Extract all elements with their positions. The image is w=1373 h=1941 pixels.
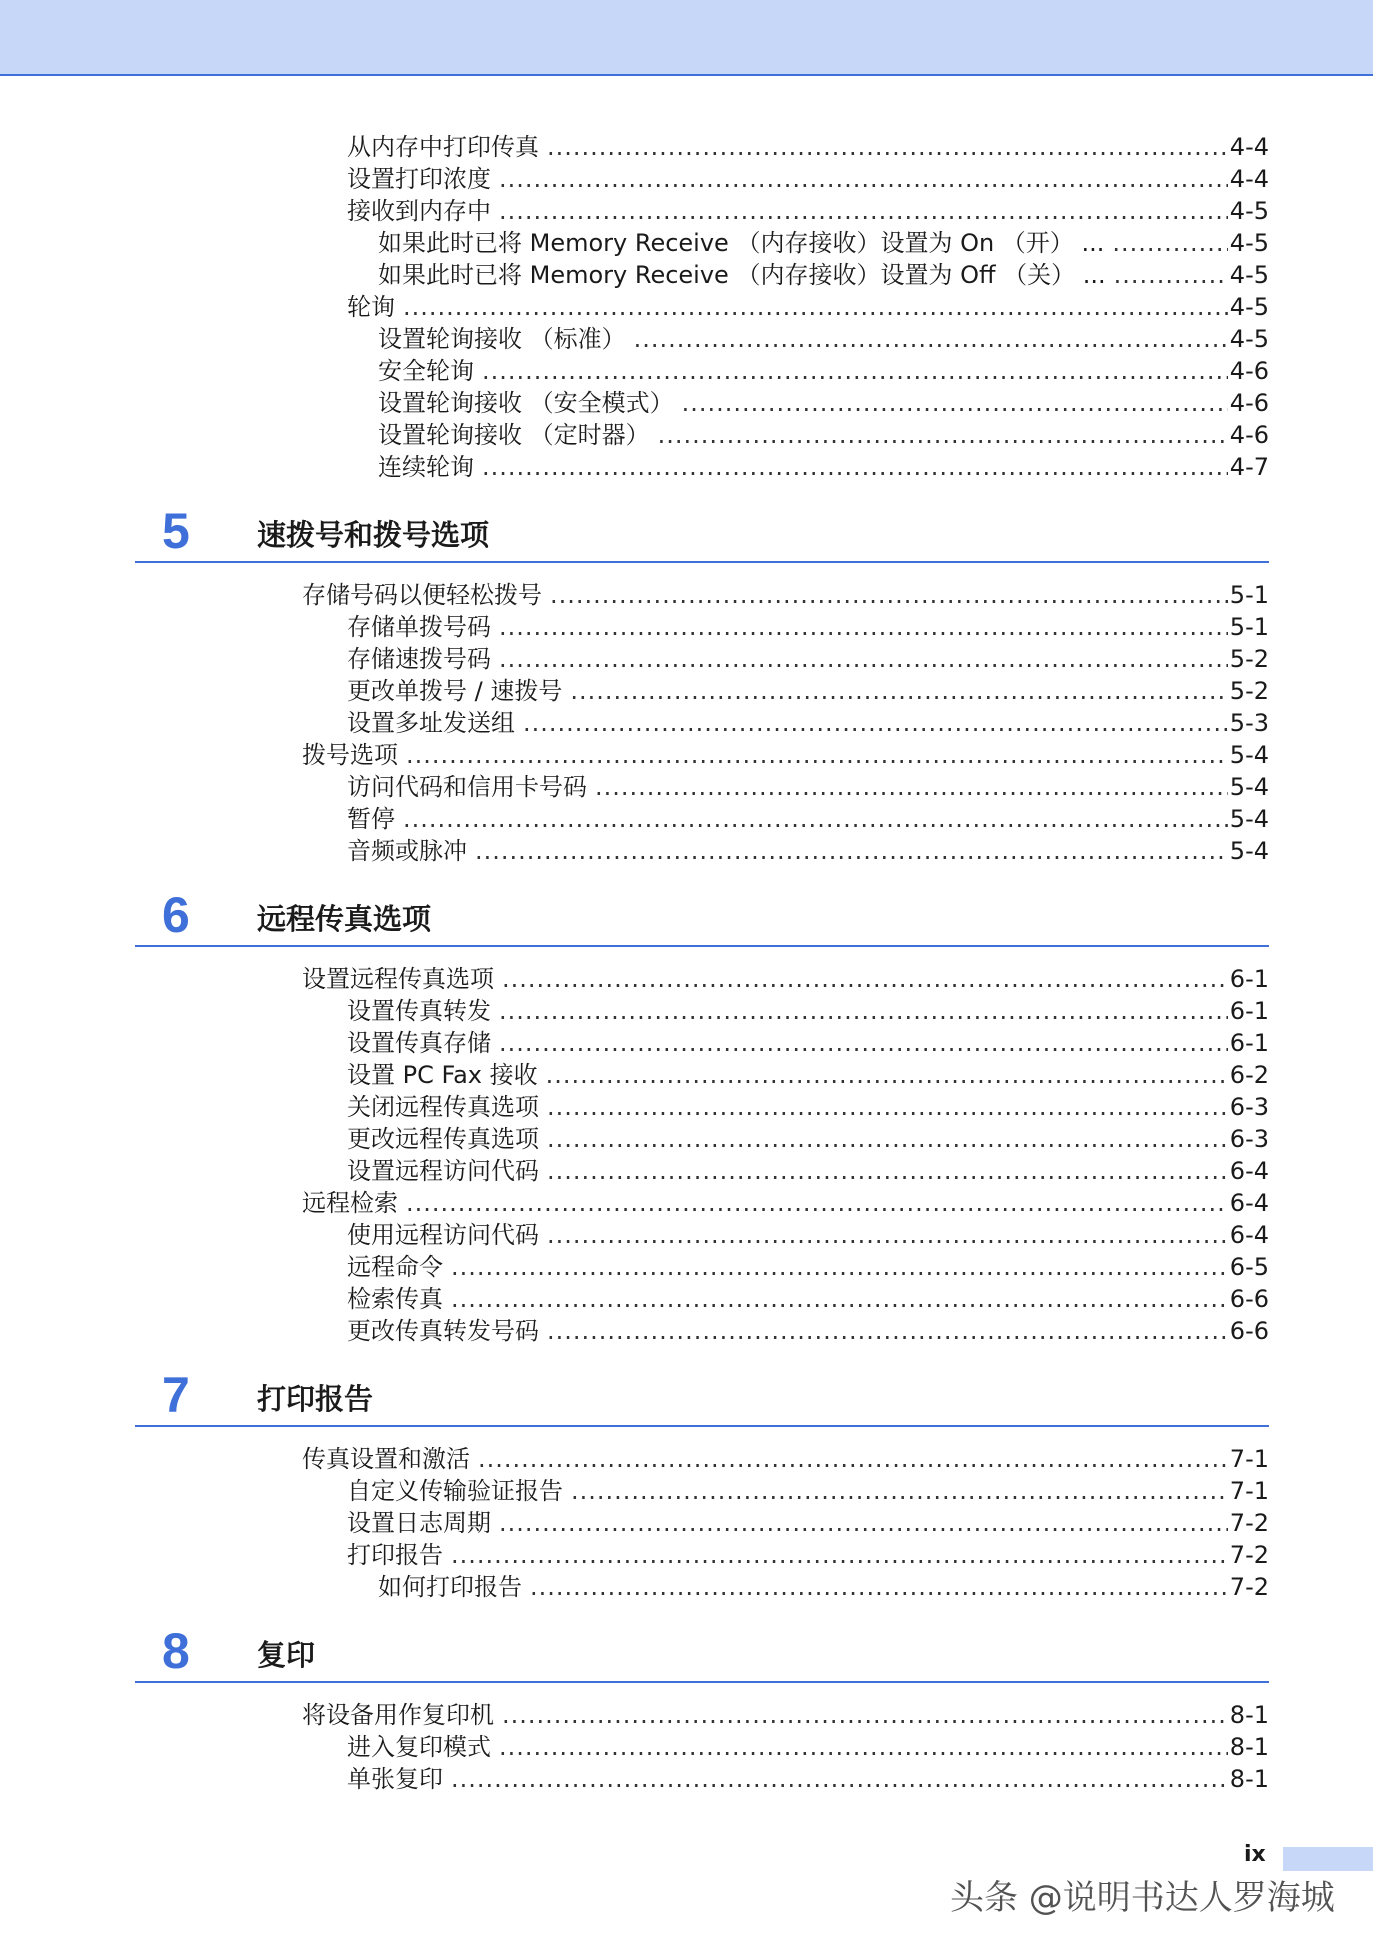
toc-leader-dots xyxy=(451,1763,1228,1795)
toc-leader-dots xyxy=(530,1571,1228,1603)
header-band xyxy=(0,0,1373,76)
toc-entry-title: 存储号码以便轻松拨号 xyxy=(302,581,542,609)
toc-entry-page: 5-4 xyxy=(1229,837,1269,865)
toc-leader-dots xyxy=(406,739,1228,771)
toc-entry-title: 如何打印报告 xyxy=(378,1573,522,1601)
toc-entry-page: 6-6 xyxy=(1229,1317,1269,1345)
toc-entry-page: 4-5 xyxy=(1229,261,1269,289)
toc-entry-title: 使用远程访问代码 xyxy=(347,1221,539,1249)
toc-entry-title: 远程命令 xyxy=(347,1253,443,1281)
toc-entry-title: 存储速拨号码 xyxy=(347,645,491,673)
toc-leader-dots xyxy=(499,195,1228,227)
toc-leader-dots xyxy=(502,963,1228,995)
chapter-heading xyxy=(135,1621,1269,1683)
toc-entry-title: 如果此时已将 Memory Receive （内存接收）设置为 Off （关） ... xyxy=(378,261,1106,289)
toc-entry-page: 7-2 xyxy=(1229,1541,1269,1569)
toc-entry-title: 传真设置和激活 xyxy=(302,1445,470,1473)
chapter-number: 5 xyxy=(162,503,190,559)
toc-entry-title: 更改单拨号 / 速拨号 xyxy=(347,677,563,705)
toc-leader-dots xyxy=(406,1187,1228,1219)
toc-entry-page: 5-1 xyxy=(1229,581,1269,609)
toc-entry-title: 从内存中打印传真 xyxy=(347,133,539,161)
toc-entry[interactable] xyxy=(347,1027,1269,1059)
toc-entry[interactable] xyxy=(347,835,1269,867)
toc-entry[interactable] xyxy=(347,611,1269,643)
toc-entry[interactable] xyxy=(347,291,1269,323)
toc-leader-dots xyxy=(1112,227,1227,259)
toc-leader-dots xyxy=(499,995,1228,1027)
toc-entry[interactable] xyxy=(347,1315,1269,1347)
toc-entry[interactable] xyxy=(347,1731,1269,1763)
toc-leader-dots xyxy=(550,579,1228,611)
toc-entry-title: 设置轮询接收 （定时器） xyxy=(378,421,650,449)
toc-leader-dots xyxy=(523,707,1228,739)
chapter-heading xyxy=(135,501,1269,563)
toc-entry-page: 6-6 xyxy=(1229,1285,1269,1313)
toc-entry-page: 7-2 xyxy=(1229,1573,1269,1601)
toc-entry[interactable] xyxy=(302,1443,1269,1475)
toc-entry-page: 6-3 xyxy=(1229,1093,1269,1121)
toc-entry-page: 8-1 xyxy=(1229,1701,1269,1729)
toc-entry-page: 5-4 xyxy=(1229,773,1269,801)
toc-entry[interactable] xyxy=(347,1507,1269,1539)
toc-entry-page: 6-4 xyxy=(1229,1221,1269,1249)
toc-entry-title: 设置多址发送组 xyxy=(347,709,515,737)
toc-entry-title: 进入复印模式 xyxy=(347,1733,491,1761)
toc-entry-title: 设置远程访问代码 xyxy=(347,1157,539,1185)
toc-entry[interactable] xyxy=(378,259,1269,291)
toc-entry[interactable] xyxy=(347,1251,1269,1283)
footer-tab xyxy=(1283,1847,1373,1871)
toc-entry-page: 6-1 xyxy=(1229,965,1269,993)
toc-leader-dots xyxy=(571,1475,1228,1507)
toc-leader-dots xyxy=(482,355,1228,387)
toc-entry-page: 8-1 xyxy=(1229,1733,1269,1761)
toc-entry-page: 6-3 xyxy=(1229,1125,1269,1153)
toc-leader-dots xyxy=(451,1251,1228,1283)
toc-entry-title: 暂停 xyxy=(347,805,395,833)
toc-leader-dots xyxy=(499,643,1228,675)
toc-entry-title: 设置轮询接收 （安全模式） xyxy=(378,389,674,417)
toc-entry-page: 7-1 xyxy=(1229,1445,1269,1473)
toc-leader-dots xyxy=(682,387,1228,419)
toc-entry-title: 将设备用作复印机 xyxy=(302,1701,494,1729)
toc-entry-page: 4-6 xyxy=(1229,357,1269,385)
chapter-number: 6 xyxy=(162,887,190,943)
toc-entry[interactable] xyxy=(347,803,1269,835)
chapter-title: 远程传真选项 xyxy=(257,902,432,936)
toc-entry-title: 轮询 xyxy=(347,293,395,321)
toc-entry-title: 安全轮询 xyxy=(378,357,474,385)
toc-entry-title: 自定义传输验证报告 xyxy=(347,1477,563,1505)
toc-entry-title: 打印报告 xyxy=(347,1541,443,1569)
toc-entry[interactable] xyxy=(347,1763,1269,1795)
toc-entry-page: 5-4 xyxy=(1229,805,1269,833)
toc-entry-title: 设置 PC Fax 接收 xyxy=(347,1061,538,1089)
toc-entry[interactable] xyxy=(347,1091,1269,1123)
toc-entry-title: 单张复印 xyxy=(347,1765,443,1793)
toc-entry[interactable] xyxy=(347,1475,1269,1507)
toc-leader-dots xyxy=(451,1539,1228,1571)
toc-entry-page: 6-4 xyxy=(1229,1157,1269,1185)
toc-entry-page: 4-5 xyxy=(1229,325,1269,353)
toc-leader-dots xyxy=(595,771,1228,803)
toc-entry-page: 6-1 xyxy=(1229,1029,1269,1057)
toc-entry-page: 5-3 xyxy=(1229,709,1269,737)
toc-entry[interactable] xyxy=(378,227,1269,259)
toc-entry-title: 设置日志周期 xyxy=(347,1509,491,1537)
toc-entry-title: 更改远程传真选项 xyxy=(347,1125,539,1153)
toc-entry-page: 5-4 xyxy=(1229,741,1269,769)
toc-leader-dots xyxy=(547,1155,1228,1187)
page-number: ix xyxy=(1244,1842,1266,1867)
toc-entry-page: 6-1 xyxy=(1229,997,1269,1025)
toc-entry-title: 关闭远程传真选项 xyxy=(347,1093,539,1121)
toc-entry-page: 4-5 xyxy=(1229,197,1269,225)
toc-leader-dots xyxy=(547,131,1228,163)
toc-entry-title: 如果此时已将 Memory Receive （内存接收）设置为 On （开） ... xyxy=(378,229,1105,257)
toc-entry-title: 设置传真转发 xyxy=(347,997,491,1025)
toc-entry[interactable] xyxy=(378,387,1269,419)
toc-entry-page: 4-4 xyxy=(1229,133,1269,161)
toc-leader-dots xyxy=(658,419,1228,451)
toc-entry[interactable] xyxy=(302,739,1269,771)
toc-leader-dots xyxy=(499,1731,1228,1763)
chapter-number: 8 xyxy=(162,1623,190,1679)
toc-entry[interactable] xyxy=(347,995,1269,1027)
toc-entry[interactable] xyxy=(378,355,1269,387)
toc-leader-dots xyxy=(478,1443,1228,1475)
chapter-title: 速拨号和拨号选项 xyxy=(257,518,490,552)
toc-entry-page: 6-4 xyxy=(1229,1189,1269,1217)
toc-entry-title: 音频或脉冲 xyxy=(347,837,467,865)
toc-entry[interactable] xyxy=(302,1187,1269,1219)
toc-entry-title: 设置轮询接收 （标准） xyxy=(378,325,626,353)
toc-entry-title: 拨号选项 xyxy=(302,741,398,769)
toc-entry[interactable] xyxy=(378,1571,1269,1603)
toc-entry-page: 7-1 xyxy=(1229,1477,1269,1505)
chapter-heading xyxy=(135,1365,1269,1427)
toc-entry-title: 设置传真存储 xyxy=(347,1029,491,1057)
toc-leader-dots xyxy=(451,1283,1228,1315)
toc-entry-page: 4-5 xyxy=(1229,293,1269,321)
toc-leader-dots xyxy=(475,835,1228,867)
toc-entry[interactable] xyxy=(347,1283,1269,1315)
toc-entry-page: 4-6 xyxy=(1229,389,1269,417)
toc-leader-dots xyxy=(547,1219,1228,1251)
toc-entry-page: 8-1 xyxy=(1229,1765,1269,1793)
toc-entry-title: 接收到内存中 xyxy=(347,197,491,225)
toc-leader-dots xyxy=(1114,259,1228,291)
chapter-heading xyxy=(135,885,1269,947)
toc-entry-page: 4-6 xyxy=(1229,421,1269,449)
toc-entry[interactable] xyxy=(347,771,1269,803)
toc-leader-dots xyxy=(547,1091,1228,1123)
toc-entry[interactable] xyxy=(347,131,1269,163)
toc-leader-dots xyxy=(403,803,1228,835)
toc-leader-dots xyxy=(403,291,1228,323)
toc-entry-title: 访问代码和信用卡号码 xyxy=(347,773,587,801)
chapter-title: 打印报告 xyxy=(257,1382,374,1416)
watermark-text: 头条 @说明书达人罗海城 xyxy=(950,1878,1335,1918)
toc-leader-dots xyxy=(499,1507,1228,1539)
toc-entry-title: 连续轮询 xyxy=(378,453,474,481)
toc-leader-dots xyxy=(547,1315,1228,1347)
toc-leader-dots xyxy=(499,1027,1228,1059)
toc-entry-page: 4-7 xyxy=(1229,453,1269,481)
toc-entry-title: 设置远程传真选项 xyxy=(302,965,494,993)
toc-entry-page: 6-5 xyxy=(1229,1253,1269,1281)
toc-entry-title: 设置打印浓度 xyxy=(347,165,491,193)
toc-entry[interactable] xyxy=(347,675,1269,707)
chapter-title: 复印 xyxy=(257,1638,316,1672)
toc-entry[interactable] xyxy=(347,195,1269,227)
toc-entry[interactable] xyxy=(347,1059,1269,1091)
toc-entry-page: 5-2 xyxy=(1229,677,1269,705)
toc-entry[interactable] xyxy=(378,419,1269,451)
toc-leader-dots xyxy=(502,1699,1228,1731)
toc-entry-title: 更改传真转发号码 xyxy=(347,1317,539,1345)
chapter-number: 7 xyxy=(162,1367,190,1423)
toc-entry[interactable] xyxy=(302,963,1269,995)
toc-entry[interactable] xyxy=(302,1699,1269,1731)
toc-entry[interactable] xyxy=(378,451,1269,483)
toc-leader-dots xyxy=(547,1123,1228,1155)
toc-entry-title: 存储单拨号码 xyxy=(347,613,491,641)
toc-entry[interactable] xyxy=(347,1539,1269,1571)
toc-entry-page: 6-2 xyxy=(1229,1061,1269,1089)
toc-entry-page: 4-4 xyxy=(1229,165,1269,193)
toc-entry[interactable] xyxy=(347,1155,1269,1187)
toc-leader-dots xyxy=(499,163,1228,195)
toc-leader-dots xyxy=(482,451,1228,483)
toc-leader-dots xyxy=(499,611,1228,643)
toc-entry-page: 4-5 xyxy=(1229,229,1269,257)
toc-leader-dots xyxy=(546,1059,1228,1091)
toc-entry[interactable] xyxy=(347,1219,1269,1251)
toc-entry[interactable] xyxy=(347,707,1269,739)
toc-entry[interactable] xyxy=(378,323,1269,355)
toc-leader-dots xyxy=(634,323,1228,355)
toc-entry-page: 5-1 xyxy=(1229,613,1269,641)
toc-entry-page: 7-2 xyxy=(1229,1509,1269,1537)
toc-entry-title: 远程检索 xyxy=(302,1189,398,1217)
toc-entry-title: 检索传真 xyxy=(347,1285,443,1313)
toc-entry[interactable] xyxy=(347,1123,1269,1155)
toc-entry-page: 5-2 xyxy=(1229,645,1269,673)
toc-entry[interactable] xyxy=(302,579,1269,611)
toc-leader-dots xyxy=(570,675,1227,707)
toc-entry[interactable] xyxy=(347,643,1269,675)
toc-entry[interactable] xyxy=(347,163,1269,195)
